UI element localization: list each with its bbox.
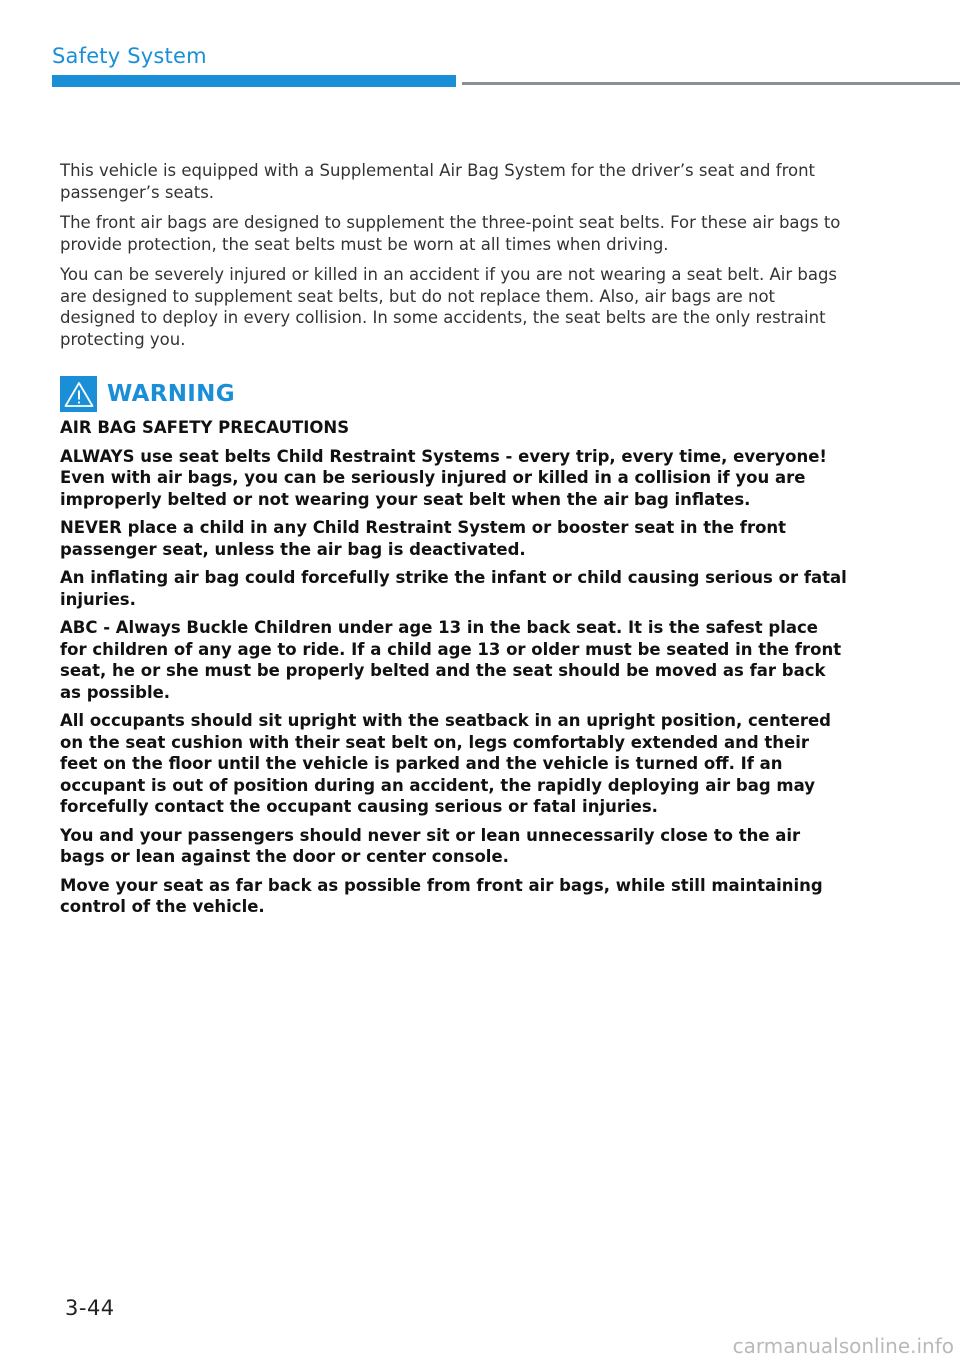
warning-paragraph: An inflating air bag could forcefully strike the infant or child causing serious or fatal injuries. bbox=[60, 568, 847, 609]
warning-paragraph: NEVER place a child in any Child Restraint System or booster seat in the front passenger seat, unless the air bag is deactivated. bbox=[60, 518, 787, 559]
warning-paragraph: ABC - Always Buckle Children under age 13 in the back seat. It is the safest place for children of any age to ride. If a child age 13 or older must be seated in the front seat, he or she must be properly belted and the seat should be moved as far back as possible. bbox=[60, 618, 842, 702]
section-title: Safety System bbox=[52, 44, 207, 68]
intro-paragraph: You can be severely injured or killed in an accident if you are not wearing a seat belt. Air bags are designed to supplement seat belts, but do not replace them. Also, air bags are not designed to deploy in every collision. In some accidents, the seat belts are the only restraint protecting you. bbox=[60, 265, 838, 349]
warning-paragraph: ALWAYS use seat belts Child Restraint Systems - every trip, every time, everyone! Even with air bags, you can be seriously injured or killed in a collision if you are improperly belted or not wearing your seat belt when the air bag inflates. bbox=[60, 446, 827, 509]
intro-paragraph: This vehicle is equipped with a Supplemental Air Bag System for the driver’s seat and front passenger’s seats. bbox=[60, 161, 816, 202]
warning-paragraph: Move your seat as far back as possible from front air bags, while still maintaining control of the vehicle. bbox=[60, 875, 823, 916]
watermark: carmanualsonline.info bbox=[732, 1334, 954, 1358]
warning-triangle-icon bbox=[60, 376, 97, 412]
page-number: 3-44 bbox=[65, 1296, 115, 1320]
warning-paragraph: You and your passengers should never sit or lean unnecessarily close to the air bags or lean against the door or center console. bbox=[60, 825, 801, 866]
warning-label: WARNING bbox=[107, 381, 235, 407]
warning-header bbox=[60, 374, 235, 414]
warning-paragraph: All occupants should sit upright with the seatback in an upright position, centered on the seat cushion with their seat belt on, legs comfortably extended and their feet on the floor until the vehicle is parked and the vehicle is turned off. If an occupant is out of position during an accident, the rapidly deploying air bag may forcefully contact the occupant causing serious or fatal injuries. bbox=[60, 711, 831, 816]
intro-paragraph: The front air bags are designed to supplement the three-point seat belts. For these air bags to provide protection, the seat belts must be worn at all times when driving. bbox=[60, 213, 841, 254]
intro-text bbox=[60, 160, 850, 359]
warning-heading: AIR BAG SAFETY PRECAUTIONS bbox=[60, 418, 350, 437]
warning-body bbox=[60, 417, 850, 925]
header-divider bbox=[462, 82, 960, 85]
header-accent-bar bbox=[52, 75, 456, 87]
